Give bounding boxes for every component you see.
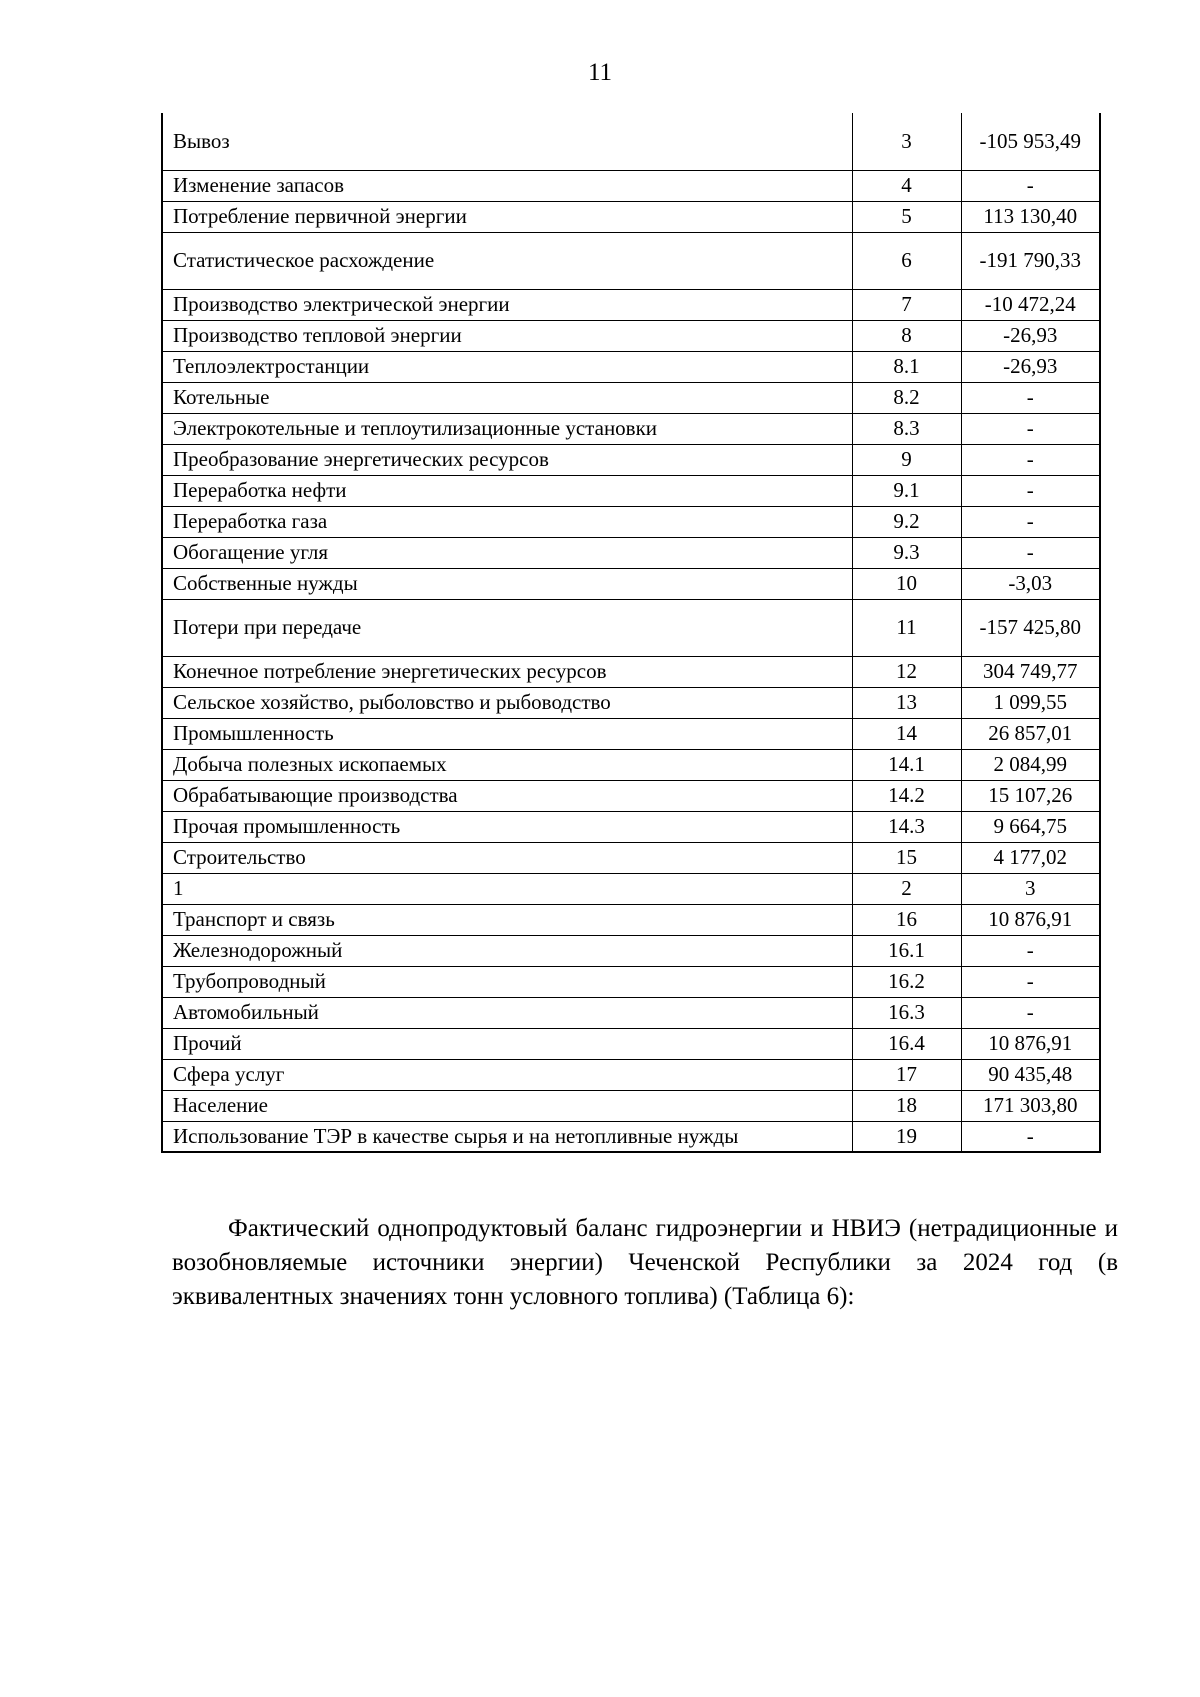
row-code-cell: 12 [852, 656, 961, 687]
row-code-cell: 19 [852, 1121, 961, 1152]
row-value-cell: - [961, 475, 1100, 506]
row-code-cell: 5 [852, 201, 961, 232]
row-value-cell: 9 664,75 [961, 811, 1100, 842]
row-code-cell: 16.3 [852, 997, 961, 1028]
row-name-cell: Автомобильный [162, 997, 852, 1028]
row-value-cell: - [961, 170, 1100, 201]
row-value-cell: - [961, 997, 1100, 1028]
table-row [162, 444, 1100, 475]
page-number: 11 [587, 59, 613, 86]
row-value-cell: 10 876,91 [961, 1028, 1100, 1059]
table-row [162, 656, 1100, 687]
row-value-cell: 3 [961, 873, 1100, 904]
row-name-cell: Население [162, 1090, 852, 1121]
table-row [162, 935, 1100, 966]
table-row [162, 842, 1100, 873]
energy-balance-table [161, 113, 1101, 1153]
row-code-cell: 14 [852, 718, 961, 749]
row-name-cell: Строительство [162, 842, 852, 873]
row-name-cell: Потребление первичной энергии [162, 201, 852, 232]
row-code-cell: 9 [852, 444, 961, 475]
row-value-cell: - [961, 382, 1100, 413]
row-name-cell: Обрабатывающие производства [162, 780, 852, 811]
row-code-cell: 7 [852, 289, 961, 320]
table-row [162, 201, 1100, 232]
table-row [162, 413, 1100, 444]
table-row [162, 997, 1100, 1028]
table-row [162, 718, 1100, 749]
row-value-cell: - [961, 444, 1100, 475]
table-row [162, 289, 1100, 320]
table-row [162, 687, 1100, 718]
table-row [162, 749, 1100, 780]
row-code-cell: 8.1 [852, 351, 961, 382]
row-name-cell: Производство тепловой энергии [162, 320, 852, 351]
row-value-cell: - [961, 537, 1100, 568]
row-code-cell: 14.2 [852, 780, 961, 811]
table-row [162, 1028, 1100, 1059]
table-row [162, 351, 1100, 382]
row-code-cell: 9.2 [852, 506, 961, 537]
table-row [162, 904, 1100, 935]
row-value-cell: 4 177,02 [961, 842, 1100, 873]
row-name-cell: Промышленность [162, 718, 852, 749]
row-value-cell: 304 749,77 [961, 656, 1100, 687]
table-row [162, 1121, 1100, 1152]
row-value-cell: -10 472,24 [961, 289, 1100, 320]
row-code-cell: 9.1 [852, 475, 961, 506]
row-name-cell: Переработка нефти [162, 475, 852, 506]
row-name-cell: Сфера услуг [162, 1059, 852, 1090]
row-name-cell: Добыча полезных ископаемых [162, 749, 852, 780]
row-value-cell: 10 876,91 [961, 904, 1100, 935]
row-name-cell: Обогащение угля [162, 537, 852, 568]
row-name-cell: Железнодорожный [162, 935, 852, 966]
table-body [162, 113, 1100, 1152]
row-code-cell: 18 [852, 1090, 961, 1121]
row-name-cell: Электрокотельные и теплоутилизационные установки [162, 413, 852, 444]
table-row [162, 232, 1100, 289]
row-value-cell: 90 435,48 [961, 1059, 1100, 1090]
row-name-cell: Статистическое расхождение [162, 232, 852, 289]
row-name-cell: Вывоз [162, 113, 852, 170]
row-name-cell: Сельское хозяйство, рыболовство и рыбоводство [162, 687, 852, 718]
table-row [162, 811, 1100, 842]
row-value-cell: 113 130,40 [961, 201, 1100, 232]
row-code-cell: 11 [852, 599, 961, 656]
table-row [162, 599, 1100, 656]
row-name-cell: Потери при передаче [162, 599, 852, 656]
table-row [162, 475, 1100, 506]
body-paragraph: Фактический однопродуктовый баланс гидроэнергии и НВИЭ (нетрадиционные и возобновляемые источники энергии) Чеченской Республики за 2024 год (в эквивалентных значениях тонн условного топлива) (Таблица 6): [172, 1215, 1118, 1310]
table-row [162, 170, 1100, 201]
table-row [162, 873, 1100, 904]
row-name-cell: Изменение запасов [162, 170, 852, 201]
row-name-cell: Прочая промышленность [162, 811, 852, 842]
row-value-cell: -105 953,49 [961, 113, 1100, 170]
row-code-cell: 16.2 [852, 966, 961, 997]
row-value-cell: 2 084,99 [961, 749, 1100, 780]
row-name-cell: Прочий [162, 1028, 852, 1059]
row-name-cell: Транспорт и связь [162, 904, 852, 935]
row-value-cell: -26,93 [961, 320, 1100, 351]
table-row [162, 113, 1100, 170]
row-name-cell: Котельные [162, 382, 852, 413]
row-code-cell: 13 [852, 687, 961, 718]
table-row [162, 1059, 1100, 1090]
row-value-cell: - [961, 506, 1100, 537]
row-code-cell: 15 [852, 842, 961, 873]
row-code-cell: 9.3 [852, 537, 961, 568]
row-name-cell: Собственные нужды [162, 568, 852, 599]
table-row [162, 1090, 1100, 1121]
row-value-cell: -26,93 [961, 351, 1100, 382]
row-code-cell: 16.1 [852, 935, 961, 966]
row-code-cell: 8.3 [852, 413, 961, 444]
row-code-cell: 16.4 [852, 1028, 961, 1059]
table-row [162, 537, 1100, 568]
row-code-cell: 2 [852, 873, 961, 904]
row-code-cell: 3 [852, 113, 961, 170]
row-value-cell: - [961, 966, 1100, 997]
row-code-cell: 14.1 [852, 749, 961, 780]
row-value-cell: - [961, 1121, 1100, 1152]
row-name-cell: Переработка газа [162, 506, 852, 537]
row-name-cell: Преобразование энергетических ресурсов [162, 444, 852, 475]
row-value-cell: 1 099,55 [961, 687, 1100, 718]
table-row [162, 966, 1100, 997]
row-value-cell: 15 107,26 [961, 780, 1100, 811]
row-value-cell: 26 857,01 [961, 718, 1100, 749]
row-value-cell: - [961, 413, 1100, 444]
row-name-cell: Теплоэлектростанции [162, 351, 852, 382]
row-name-cell: Использование ТЭР в качестве сырья и на нетопливные нужды [162, 1121, 852, 1152]
row-code-cell: 4 [852, 170, 961, 201]
row-code-cell: 8 [852, 320, 961, 351]
row-name-cell: Трубопроводный [162, 966, 852, 997]
row-code-cell: 17 [852, 1059, 961, 1090]
row-value-cell: -157 425,80 [961, 599, 1100, 656]
row-code-cell: 14.3 [852, 811, 961, 842]
table-row [162, 568, 1100, 599]
row-value-cell: - [961, 935, 1100, 966]
row-name-cell: Конечное потребление энергетических ресурсов [162, 656, 852, 687]
row-code-cell: 6 [852, 232, 961, 289]
row-value-cell: -3,03 [961, 568, 1100, 599]
table-row [162, 320, 1100, 351]
table-row [162, 780, 1100, 811]
row-name-cell: 1 [162, 873, 852, 904]
row-code-cell: 16 [852, 904, 961, 935]
row-value-cell: -191 790,33 [961, 232, 1100, 289]
row-name-cell: Производство электрической энергии [162, 289, 852, 320]
row-code-cell: 10 [852, 568, 961, 599]
table-row [162, 506, 1100, 537]
table-row [162, 382, 1100, 413]
row-value-cell: 171 303,80 [961, 1090, 1100, 1121]
row-code-cell: 8.2 [852, 382, 961, 413]
